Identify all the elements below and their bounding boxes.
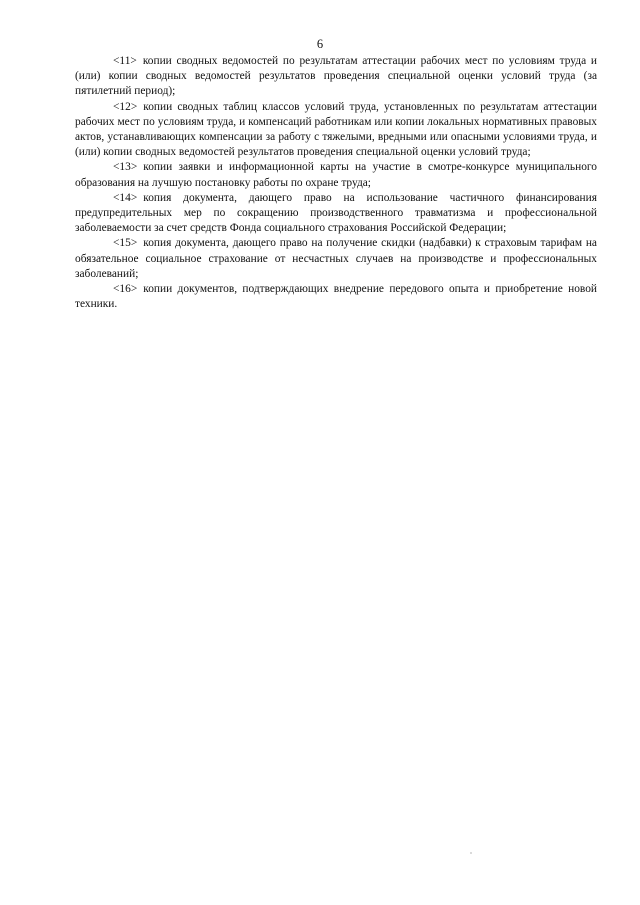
list-item [75,100,597,161]
item-text: копия документа, дающего право на использование частичного финансирования предупредительных мер по сокращению производственного травматизма и профессиональной заболеваемости за счет средств Фонда социального страхования Российской Федерации; [75,191,597,235]
list-item [75,191,597,237]
item-text: копии заявки и информационной карты на участие в смотре-конкурсе муниципального образования на лучшую постановку работы по охране труда; [75,161,597,189]
item-marker: <14> [113,191,138,204]
document-body [75,54,597,312]
list-item [75,236,597,282]
list-item [75,54,597,100]
item-text: копии сводных таблиц классов условий труда, установленных по результатам аттестации рабочих мест по условиям труда, и компенсаций работникам или копии локальных нормативных правовых актов, устанавливающих компенсации за работу с тяжелыми, вредными или опасными условиями труда, и (или) копии сводных ведомостей результатов проведения специальной оценки условий труда; [75,100,597,159]
item-text: копии документов, подтверждающих внедрение передового опыта и приобретение новой техники. [75,283,597,311]
list-item [75,160,597,190]
list-item [75,282,597,312]
item-text: копия документа, дающего право на получение скидки (надбавки) к страховым тарифам на обязательное социальное страхование от несчастных случаев на производстве и профессиональных заболеваний; [75,237,597,280]
scan-speck [470,852,472,854]
item-marker: <13> [113,161,138,174]
item-marker: <12> [113,100,138,113]
item-marker: <11> [113,55,137,67]
item-text: копии сводных ведомостей по результатам аттестации рабочих мест по условиям труда и (или) копии сводных ведомостей результатов проведения специальной оценки условий труда (за пятилетний период); [75,55,597,98]
item-marker: <16> [113,283,138,296]
page-number: 6 [316,37,324,51]
item-marker: <15> [113,237,138,250]
